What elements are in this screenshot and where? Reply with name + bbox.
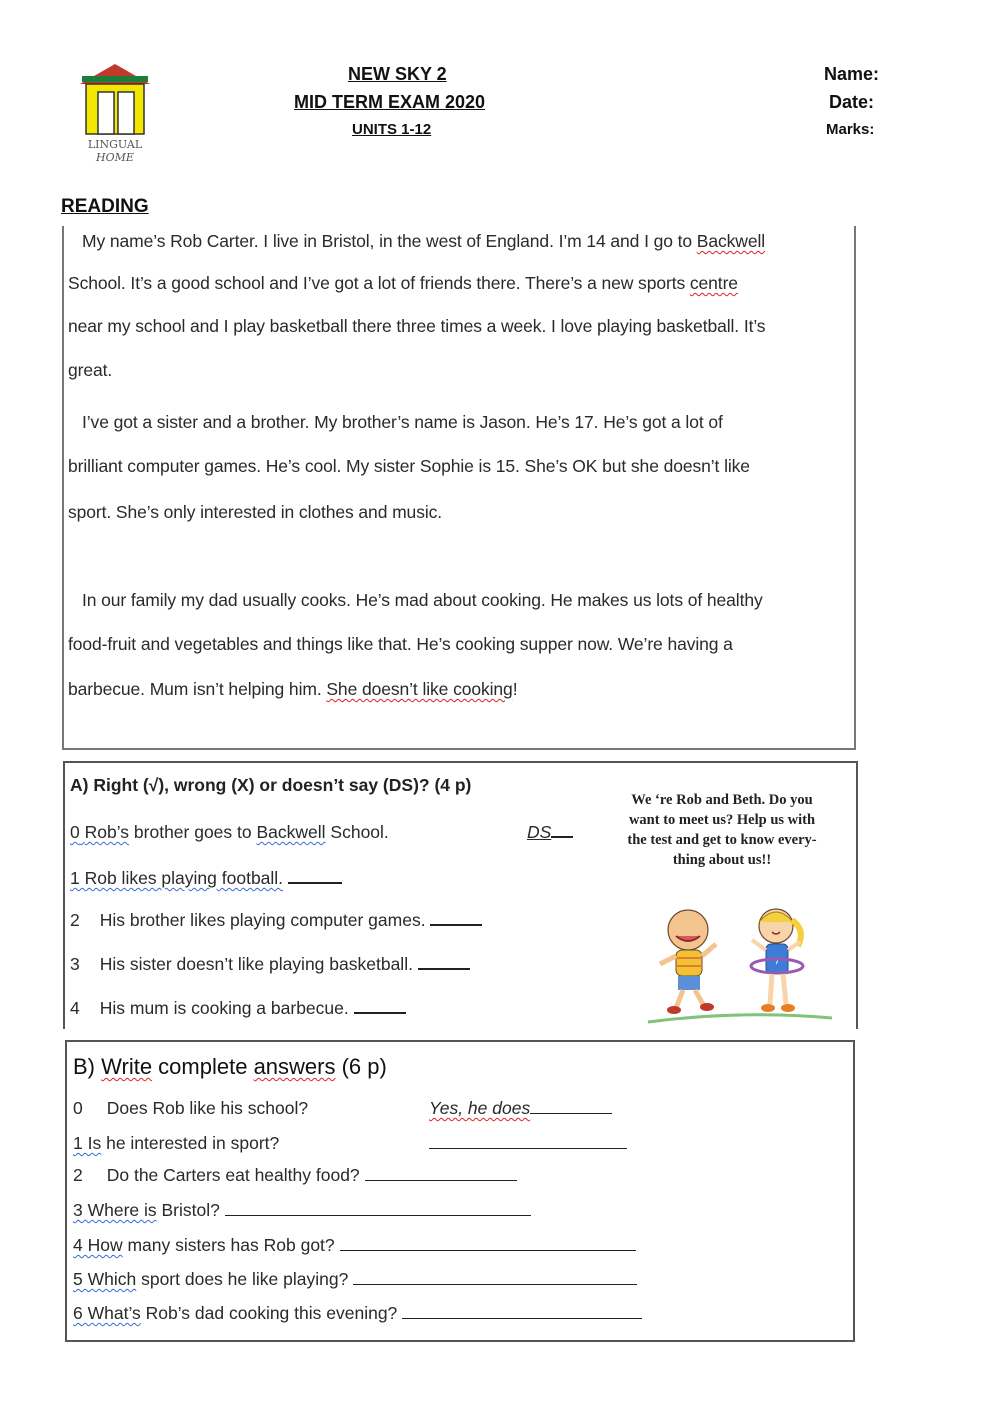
reading-line: School. It’s a good school and I’ve got a lot of friends there. There’s a new sports centre xyxy=(68,273,738,293)
section-b-example: 0 Does Rob like his school? xyxy=(73,1098,309,1118)
section-b-question-3[interactable]: 3 Where is Bristol? xyxy=(73,1200,531,1221)
section-b-title: B) Write complete answers (6 p) xyxy=(73,1054,387,1079)
marks-label: Marks: xyxy=(826,121,875,138)
answer-line-1[interactable] xyxy=(429,1133,627,1154)
section-a-question-4[interactable]: 4 His mum is cooking a barbecue. xyxy=(70,998,406,1019)
reading-passage-box xyxy=(62,226,856,750)
reading-line: barbecue. Mum isn’t helping him. She doesn’t like cooking! xyxy=(68,679,518,699)
section-a-question-1[interactable]: 1 Rob likes playing football. xyxy=(70,868,342,889)
section-b-question-5[interactable]: 5 Which sport does he like playing? xyxy=(73,1269,637,1290)
reading-line: brilliant computer games. He’s cool. My sister Sophie is 15. She’s OK but she doesn’t like xyxy=(68,456,750,476)
reading-line: great. xyxy=(68,360,113,380)
section-b-question-4[interactable]: 4 How many sisters has Rob got? xyxy=(73,1235,636,1256)
svg-text:LINGUAL: LINGUAL xyxy=(87,138,143,151)
section-b-box xyxy=(65,1040,855,1342)
section-b-question-1[interactable]: 1 Is he interested in sport? xyxy=(73,1133,280,1153)
reading-line: My name’s Rob Carter. I live in Bristol, in the west of England. I’m 14 and I go to Backwell xyxy=(82,231,766,251)
lingual-home-logo xyxy=(76,62,154,166)
exam-series-title: NEW SKY 2 xyxy=(348,64,447,84)
section-title-reading: READING xyxy=(61,196,149,217)
reading-line: I’ve got a sister and a brother. My brother’s name is Jason. He’s 17. He’s got a lot of xyxy=(82,412,723,432)
exam-title: MID TERM EXAM 2020 xyxy=(294,92,486,112)
reading-line: In our family my dad usually cooks. He’s mad about cooking. He makes us lots of healthy xyxy=(82,590,763,610)
section-b-example-answer: Yes, he does xyxy=(429,1098,612,1119)
section-a-question-2[interactable]: 2 His brother likes playing computer games. xyxy=(70,910,482,931)
section-a-example-answer: DS xyxy=(527,822,573,843)
section-b-question-6[interactable]: 6 What’s Rob’s dad cooking this evening? xyxy=(73,1303,642,1324)
reading-line: food-fruit and vegetables and things like that. He’s cooking supper now. We’re having a xyxy=(68,634,733,654)
speech-bubble-text: We ‘re Rob and Beth. Do you want to meet us? Help us with the test and get to know every- thing about us!! xyxy=(627,792,817,868)
rob-and-beth-illustration xyxy=(646,900,836,1028)
date-label: Date: xyxy=(829,92,875,112)
reading-line: near my school and I play basketball there three times a week. I love playing basketball. It’s xyxy=(68,316,766,336)
name-label: Name: xyxy=(824,64,880,84)
section-b-question-2[interactable]: 2 Do the Carters eat healthy food? xyxy=(73,1165,517,1186)
svg-text:7: 7 xyxy=(774,957,780,967)
reading-line: sport. She’s only interested in clothes and music. xyxy=(68,502,443,522)
svg-text:HOME: HOME xyxy=(96,151,134,164)
exam-units: UNITS 1-12 xyxy=(352,121,432,138)
section-a-title: A) Right (√), wrong (X) or doesn’t say (DS)? (4 p) xyxy=(70,775,472,795)
section-a-example: 0 Rob’s brother goes to Backwell School. xyxy=(70,822,389,842)
section-a-question-3[interactable]: 3 His sister doesn’t like playing basketball. xyxy=(70,954,470,975)
